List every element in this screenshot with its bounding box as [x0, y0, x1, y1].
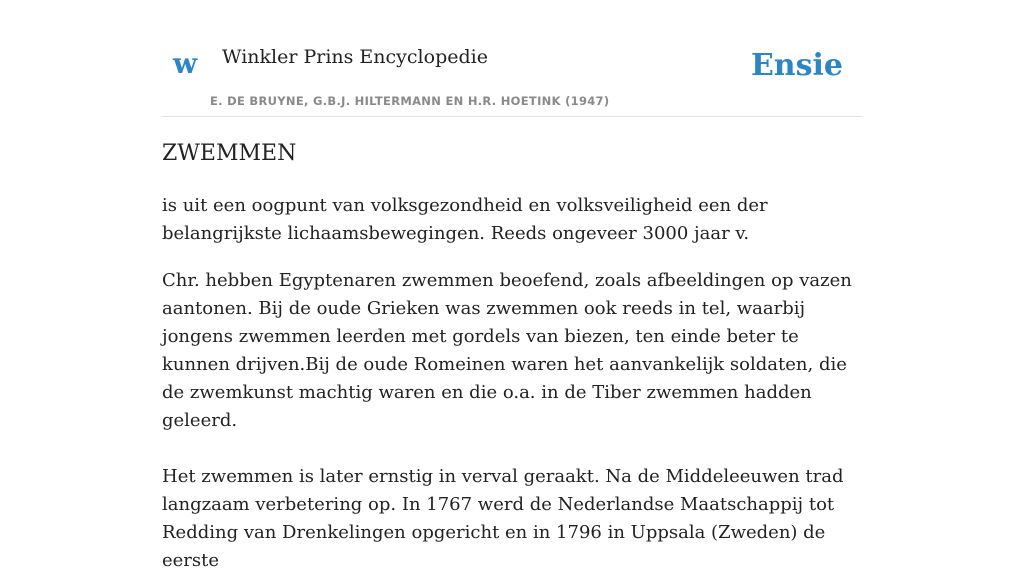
article-paragraph: is uit een oogpunt van volksgezondheid en volksveiligheid een der belangrijkste lichaamsbewegingen. Reeds ongeveer 3000 jaar v.	[162, 195, 768, 244]
article-paragraph: Het zwemmen is later ernstig in verval geraakt. Na de Middeleeuwen trad langzaam verbetering op. In 1767 werd de Nederlandse Maatschappij tot Redding van Drenkelingen opgericht en in 1796 in Uppsala (Zweden) de eerste	[162, 466, 844, 571]
publication-title[interactable]: Winkler Prins Encyclopedie	[222, 46, 488, 68]
article	[162, 138, 862, 575]
article-paragraph: Chr. hebben Egyptenaren zwemmen beoefend, zoals afbeeldingen op vazen aantonen. Bij de oude Grieken was zwemmen ook reeds in tel, waarbij jongens zwemmen leerden met gordels van biezen, ten einde beter te kunnen drijven.Bij de oude Romeinen waren het aanvankelijk soldaten, die de zwemkunst machtig waren en die o.a. in de Tiber zwemmen hadden geleerd.	[162, 270, 852, 431]
site-header	[162, 0, 862, 117]
ensie-logo-link[interactable]: Ensie	[750, 48, 843, 83]
article-title: ZWEMMEN	[162, 141, 297, 166]
publication-authors: E. DE BRUYNE, G.B.J. HILTERMANN EN H.R. HOETINK (1947)	[210, 94, 610, 108]
winkler-prins-logo-icon[interactable]: w	[173, 47, 198, 80]
